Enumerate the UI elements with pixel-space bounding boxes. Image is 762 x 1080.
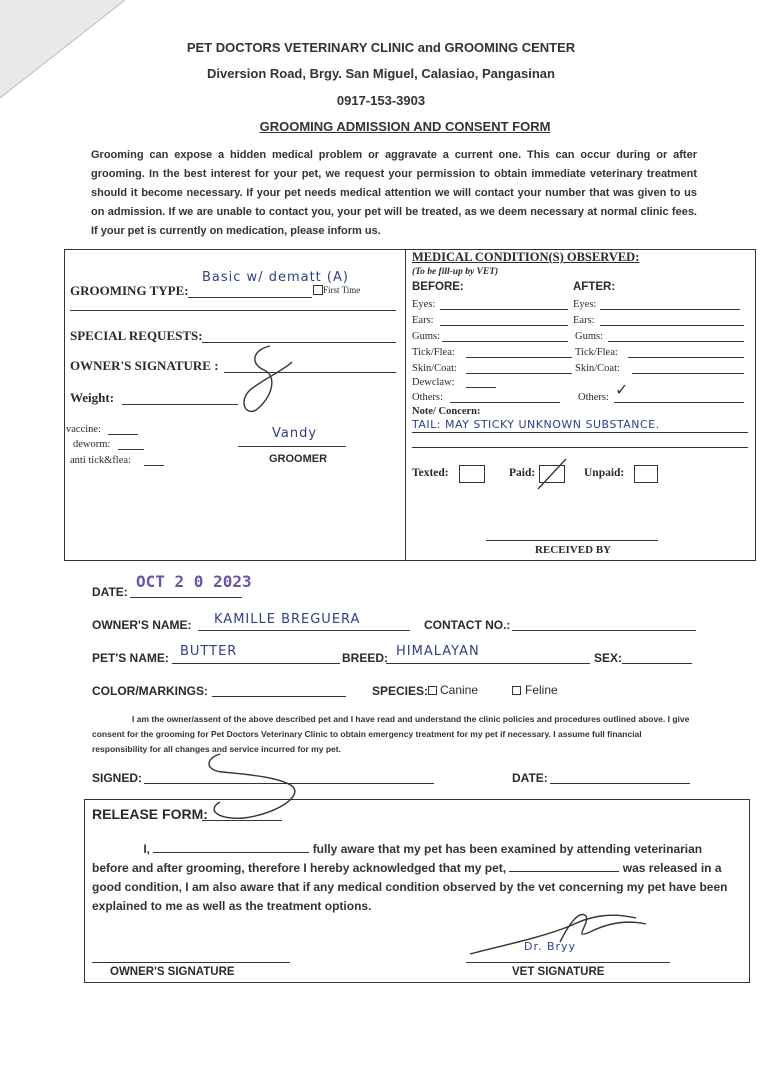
date2-label: DATE: <box>512 771 548 785</box>
after-tickflea: Tick/Flea: <box>575 347 618 358</box>
release-i: I, <box>143 842 150 856</box>
canine-checkbox[interactable] <box>428 686 437 695</box>
feline-checkbox[interactable] <box>512 686 521 695</box>
breed-label: BREED: <box>342 651 389 665</box>
contact-field[interactable] <box>512 630 696 631</box>
date2-field[interactable] <box>550 783 690 784</box>
special-requests-label: SPECIAL REQUESTS: <box>70 328 203 343</box>
sex-label: SEX: <box>594 651 623 665</box>
species-label: SPECIES: <box>372 684 429 698</box>
color-field[interactable] <box>212 696 346 697</box>
after-skincoat: Skin/Coat: <box>575 363 620 374</box>
after-gums: Gums: <box>575 331 604 342</box>
signed-label: SIGNED: <box>92 771 143 785</box>
color-label: COLOR/MARKINGS: <box>92 684 208 698</box>
vet-signature-mark-icon <box>460 902 660 962</box>
received-by-line[interactable] <box>486 540 658 541</box>
before-others: Others: <box>412 392 443 403</box>
grooming-type-label: GROOMING TYPE: <box>70 283 189 298</box>
vet-sig-label: VET SIGNATURE <box>512 966 605 978</box>
after-ears: Ears: <box>573 315 595 326</box>
medical-title: MEDICAL CONDITION(S) OBSERVED: <box>412 250 640 264</box>
paid-check-mark-icon <box>532 453 572 493</box>
owner-name-value[interactable]: KAMILLE BREGUERA <box>214 612 361 627</box>
owner-signature-line[interactable] <box>92 962 290 963</box>
groomer-label: GROOMER <box>269 453 328 465</box>
others-checkmark: ✓ <box>615 382 629 399</box>
groomer-name: Vandy <box>272 426 318 441</box>
pet-name-label: PET'S NAME: <box>92 651 169 665</box>
grooming-type-value[interactable]: Basic w/ dematt (A) <box>202 270 349 285</box>
texted-label: Texted: <box>412 467 449 479</box>
date-label: DATE: <box>92 585 128 599</box>
release-title: RELEASE FORM: <box>92 806 208 822</box>
vet-signature-line[interactable] <box>466 962 670 963</box>
clinic-name: PET DOCTORS VETERINARY CLINIC and GROOMING CENTER <box>186 40 576 55</box>
before-ears: Ears: <box>412 315 434 326</box>
release-text-2: was released in a good condition, I am also aware that if any medical condition observed by the vet concerning my pet have been explained to me as well as the treatment options. <box>92 861 728 913</box>
first-time-label: First Time <box>323 285 361 295</box>
column-divider <box>405 249 406 560</box>
unpaid-label: Unpaid: <box>584 467 625 479</box>
weight-label: Weight: <box>70 390 115 405</box>
paid-label: Paid: <box>509 467 536 479</box>
texted-checkbox[interactable] <box>459 465 485 483</box>
release-text-1: fully aware that my pet has been examined by attending veterinarian before and after grooming, therefore I hereby acknowledged that my pet, <box>92 842 703 875</box>
sex-field[interactable] <box>622 663 692 664</box>
before-skincoat: Skin/Coat: <box>412 363 457 374</box>
before-gums: Gums: <box>412 331 441 342</box>
after-label: AFTER: <box>573 281 616 293</box>
form-title: GROOMING ADMISSION AND CONSENT FORM <box>259 119 551 134</box>
before-label: BEFORE: <box>412 281 464 293</box>
vet-name: Dr. Bryy <box>524 940 577 953</box>
intro-paragraph: Grooming can expose a hidden medical problem or aggravate a current one. This can occur during or after grooming. In the best interest for your pet, we request your permission to obtain immediate veterinary treatment should it become necessary. If your pet needs medical attention we will contact your number that was given to us on admission. If we are unable to contact you, your pet will be treated, as we deem necessary at normal clinic fees. If your pet is currently on medication, please inform us. <box>91 149 697 237</box>
medical-subtitle: (To be fill-up by VET) <box>412 267 499 277</box>
owner-signature-label: OWNER'S SIGNATURE : <box>70 358 219 373</box>
date-stamp: OCT 2 0 2023 <box>136 572 252 591</box>
before-eyes: Eyes: <box>412 299 436 310</box>
deworm-label: deworm: <box>73 439 111 450</box>
after-eyes: Eyes: <box>573 299 597 310</box>
consent-text: I am the owner/assent of the above described pet and I have read and understand the clinic policies and procedures outlined above. I give consent for the grooming for Pet Doctors Veterinary Clinic to obtain emergency treatment for my pet if necessary. I assume full financial responsibility for all changes and service incurred for my pet. <box>92 714 690 754</box>
owner-sig-label: OWNER'S SIGNATURE <box>110 966 235 978</box>
owner-signature-mark-icon <box>232 340 302 420</box>
owner-name-label: OWNER'S NAME: <box>92 618 192 632</box>
first-time-checkbox[interactable] <box>313 285 323 295</box>
received-by-label: RECEIVED BY <box>535 544 612 556</box>
breed-value[interactable]: HIMALAYAN <box>396 644 480 659</box>
release-pet-blank[interactable] <box>509 860 619 872</box>
before-tickflea: Tick/Flea: <box>412 347 455 358</box>
weight-field[interactable] <box>122 404 238 405</box>
note-value[interactable]: TAIL: MAY STICKY UNKNOWN SUBSTANCE. <box>412 418 660 431</box>
antitick-label: anti tick&flea: <box>70 455 131 466</box>
pet-name-value[interactable]: BUTTER <box>180 644 238 659</box>
before-dewclaw: Dewclaw: <box>412 377 455 388</box>
note-label: Note/ Concern: <box>412 406 481 417</box>
clinic-phone: 0917-153-3903 <box>336 93 426 108</box>
feline-label: Feline <box>525 683 558 697</box>
clinic-address: Diversion Road, Brgy. San Miguel, Calasiao, Pangasinan <box>207 66 555 81</box>
contact-label: CONTACT NO.: <box>424 618 511 632</box>
after-others: Others: <box>578 392 609 403</box>
vaccine-label: vaccine: <box>66 424 101 435</box>
canine-label: Canine <box>440 683 479 697</box>
unpaid-checkbox[interactable] <box>634 465 658 483</box>
release-owner-blank[interactable] <box>153 841 309 853</box>
